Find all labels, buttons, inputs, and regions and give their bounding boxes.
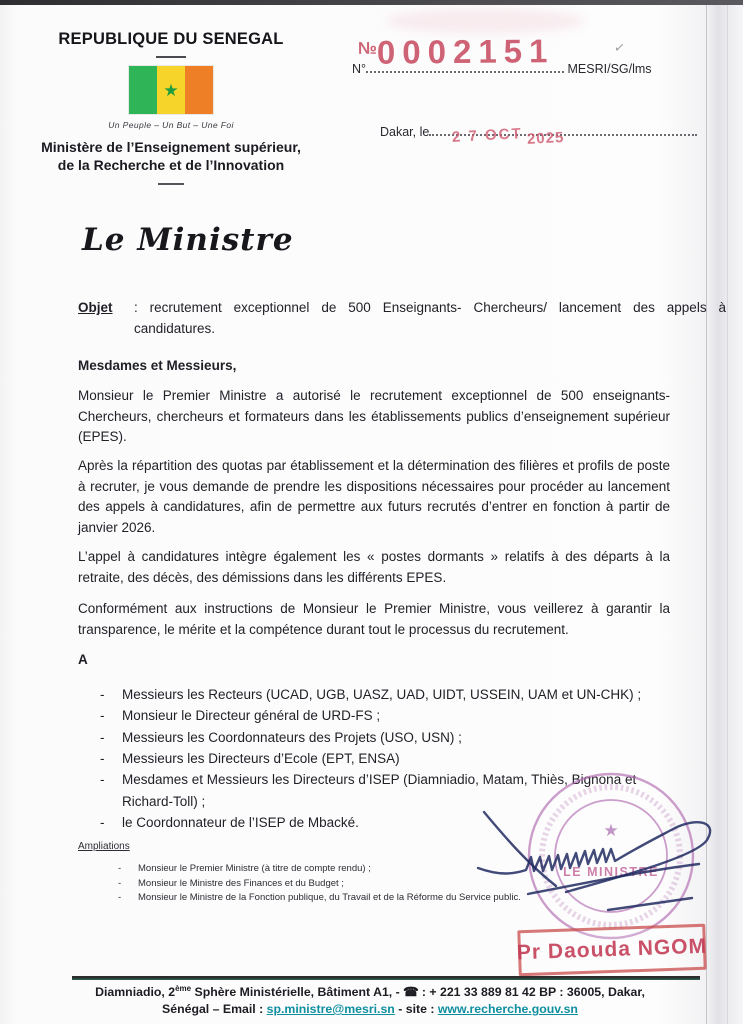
letterhead [40,30,302,185]
paragraph: Conformément aux instructions de Monsieur le Premier Ministre, vous veillerez à garantir la transparence, le mérite et la compétence durant tout le processus du recrutement. [78,601,670,637]
footer-line2: Sénégal – Email : [162,1002,267,1017]
seal-star-icon: ★ [603,821,619,840]
republic-title: REPUBLIQUE DU SENEGAL [58,30,284,48]
place-label: Dakar, le [380,125,430,139]
salutation: Mesdames et Messieurs, [78,358,237,373]
recipients-list [78,684,670,833]
paper-right-edge [706,5,707,1024]
subject-label: Objet [78,300,113,315]
list-item: - Messieurs les Recteurs (UCAD, UGB, UASZ, UAD, UIDT, USSEIN, UAM et UN-CHK) ; [78,684,670,705]
website-link[interactable]: www.recherche.gouv.sn [437,1002,578,1017]
seal-center-label: LE MINISTRE [563,865,659,879]
paragraph: Monsieur le Premier Ministre a autorisé le recrutement exceptionnel de 500 enseignants- Chercheurs, chercheurs et formateurs dans les établissements publics d’enseignement supérieur (EPES). [78,388,670,445]
flag-star-icon: ★ [163,80,179,100]
subject-line [78,298,726,339]
list-item: - Monsieur le Ministre des Finances et du Budget ; [100,877,580,892]
flag-yellow-stripe [157,66,185,114]
ink-smudge [385,8,585,34]
list-item: - Monsieur le Directeur général de URD-FS ; [78,705,670,726]
list-item: - Monsieur le Ministre de la Fonction publique, du Travail et de la Réforme du Service public. [100,891,580,906]
ampliations-list [100,862,580,906]
divider [156,56,186,58]
list-item: - Monsieur le Premier Ministre (à titre de compte rendu) ; [100,862,580,877]
minister-name: Pr Daouda NGOM [516,934,708,965]
date-stamp-year: 2025 [526,128,565,148]
addressees-label: A [78,652,88,667]
sender-title: Le Ministre [82,222,294,258]
stamp-no-prefix: № [357,38,377,58]
scan-top-edge [0,0,743,5]
reference-code: MESRI/SG/lms [567,62,652,76]
list-item: - le Coordonnateur de l’ISEP de Mbacké. [78,812,670,833]
numero-label: N° [352,62,367,76]
footer-rule [72,976,700,980]
senegal-flag [129,66,213,114]
ministry-name: Ministère de l’Enseignement supérieur, de la Recherche et de l’Innovation [41,139,301,173]
footer-address: Diamniadio, 2ème Sphère Ministérielle, Bâtiment A1, - ☎ : + 221 33 889 81 42 BP : 36005, Dakar, Sénégal – Email : sp.ministre@mesri.sn - site : www.recherche.gouv.sn [95,984,645,1017]
email-link[interactable]: sp.ministre@mesri.sn [266,1002,395,1017]
divider [158,183,184,185]
subject-text: : recrutement exceptionnel de 500 Enseignants- Chercheurs/ lancement des appels à candidatures. [134,300,726,336]
footer-sup: ème [175,984,192,993]
flag-green-stripe [129,66,157,114]
national-motto: Un Peuple – Un But – Une Foi [108,120,234,130]
flag-orange-stripe [185,66,213,114]
minister-name-stamp [517,924,706,977]
check-mark-icon: ✓ [613,39,626,56]
registry-number-stamp [358,32,555,72]
phone-icon: ☎ [403,985,419,1000]
date-stamp-day: 2 7 OCT [451,125,524,146]
list-item: - Messieurs les Directeurs d’Ecole (EPT, ENSA) [78,748,670,769]
list-item: - Mesdames et Messieurs les Directeurs d’ISEP (Diamniadio, Matam, Thiès, Bignona et Richard-Toll) ; [78,769,670,812]
footer-line1: Diamniadio, 2 [95,985,176,1000]
stamp-number: 0002151 [376,32,555,71]
paper-right-edge-2 [727,5,728,1024]
list-item: - Messieurs les Coordonnateurs des Projets (USO, USN) ; [78,727,670,748]
paragraph: Après la répartition des quotas par établissement et la détermination des filières et profils de poste à recruter, je vous demande de prendre les dispositions nécessaires pour procéder au lancement des appels à candidatures, afin de permettre aux futurs recrutés d’entrer en fonction à partir de janvier 2026. [78,458,670,535]
paragraph: L’appel à candidatures intègre également les « postes dormants » relatifs à des départs à la retraite, des décès, des démissions dans les différents EPES. [78,549,670,585]
ampliations-label: Ampliations [78,841,130,852]
